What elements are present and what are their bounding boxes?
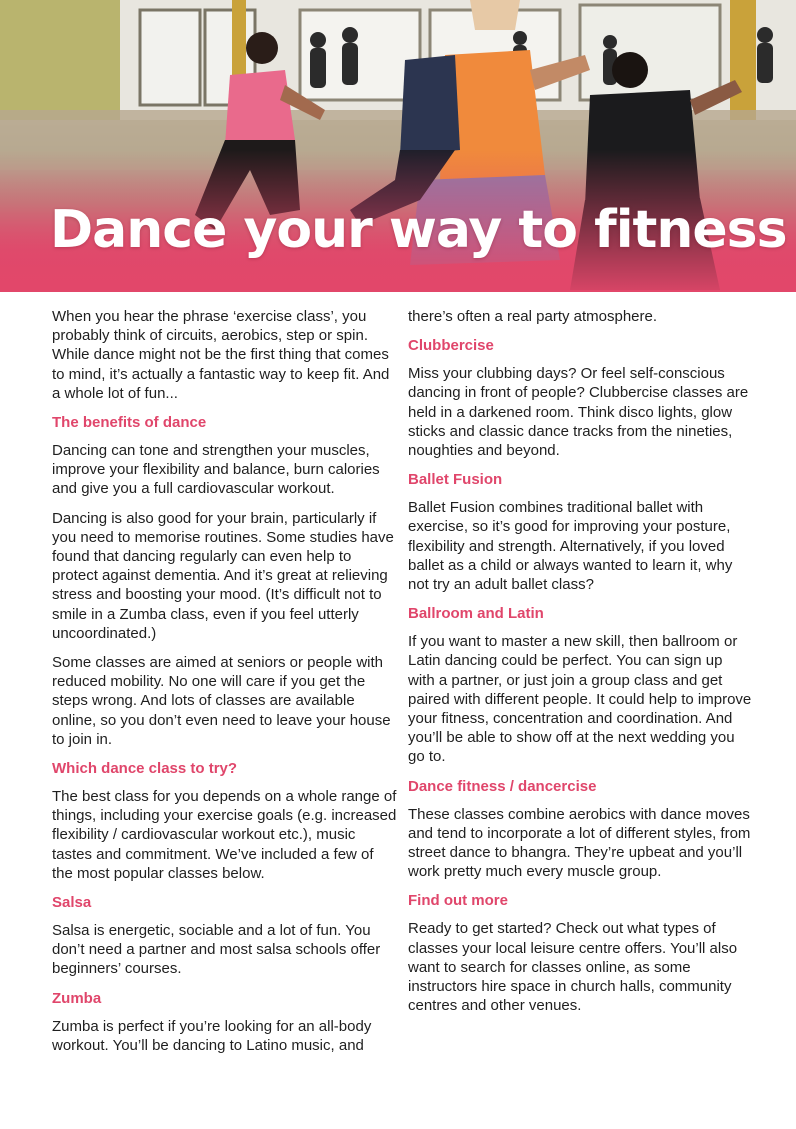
body-paragraph: Ballet Fusion combines traditional ballet with exercise, so it’s good for improving your posture, flexibility and strength. Alternatively, if you loved ballet as a child or always wanted to learn it, why not try an adult ballet class?: [408, 499, 733, 594]
section-heading: Find out more: [408, 892, 508, 910]
body-paragraph: Dancing can tone and strengthen your muscles, improve your flexibility and balance, burn calories and give you a full cardiovascular workout.: [52, 442, 380, 498]
hero-banner: [0, 0, 796, 292]
body-paragraph: there’s often a real party atmosphere.: [408, 308, 658, 325]
body-paragraph: If you want to master a new skill, then ballroom or Latin dancing could be perfect. You can sign up with a partner, or just join a group class and get paired with different people. It could help to improve your fitness, concentration and coordination. And you’ll be able to show off at the next wedding you go to.: [408, 633, 752, 766]
section-heading: Clubbercise: [408, 337, 494, 355]
body-paragraph: Ready to get started? Check out what types of classes your local leisure centre offers. You’ll also want to search for classes online, as some instructors hire space in church halls, community centres and other venues.: [408, 920, 738, 1015]
section-heading: Which dance class to try?: [52, 760, 238, 778]
section-heading: Ballet Fusion: [408, 471, 503, 489]
body-paragraph: When you hear the phrase ‘exercise class’, you probably think of circuits, aerobics, step or spin. While dance might not be the first thing that comes to mind, it’s actually a fantastic way to keep fit. And a whole lot of fun...: [52, 308, 390, 402]
section-heading: The benefits of dance: [52, 414, 207, 432]
body-paragraph: Zumba is perfect if you’re looking for an all-body workout. You’ll be dancing to Latino music, and: [52, 1017, 372, 1054]
left-column: [52, 307, 397, 1065]
body-paragraph: The best class for you depends on a whole range of things, including your exercise goals (e.g. increased flexibility / cardiovascular workout etc.), music tastes and commitment. We’ve included a few of the most popular classes below.: [52, 788, 397, 882]
page-title: Dance your way to fitness: [50, 200, 787, 260]
body-paragraph: Dancing is also good for your brain, particularly if you need to memorise routines. Some studies have found that dancing regularly can even help to protect against dementia. And it’s great at relieving stress and boosting your mood. (It’s difficult not to smile in a Zumba class, even if you feel utterly uncoordinated.): [52, 509, 394, 642]
body-paragraph: Salsa is energetic, sociable and a lot of fun. You don’t need a partner and most salsa schools offer beginners’ courses.: [52, 922, 381, 978]
body-paragraph: Some classes are aimed at seniors or people with reduced mobility. No one will care if you get the steps wrong. And lots of classes are available online, so you don’t even need to leave your house to join in.: [52, 654, 391, 748]
body-paragraph: These classes combine aerobics with dance moves and tend to incorporate a lot of different styles, from street dance to bhangra. They’re upbeat and you’ll work pretty much every muscle group.: [408, 805, 751, 881]
section-heading: Ballroom and Latin: [408, 605, 544, 623]
section-heading: Salsa: [52, 894, 92, 912]
body-paragraph: Miss your clubbing days? Or feel self-conscious dancing in front of people? Clubbercise classes are held in a darkened room. Think disco lights, glow sticks and classic dance tracks from the nineties, noughties and beyond.: [408, 365, 749, 460]
section-heading: Zumba: [52, 989, 102, 1007]
right-column: [408, 307, 753, 1025]
section-heading: Dance fitness / dancercise: [408, 777, 597, 795]
